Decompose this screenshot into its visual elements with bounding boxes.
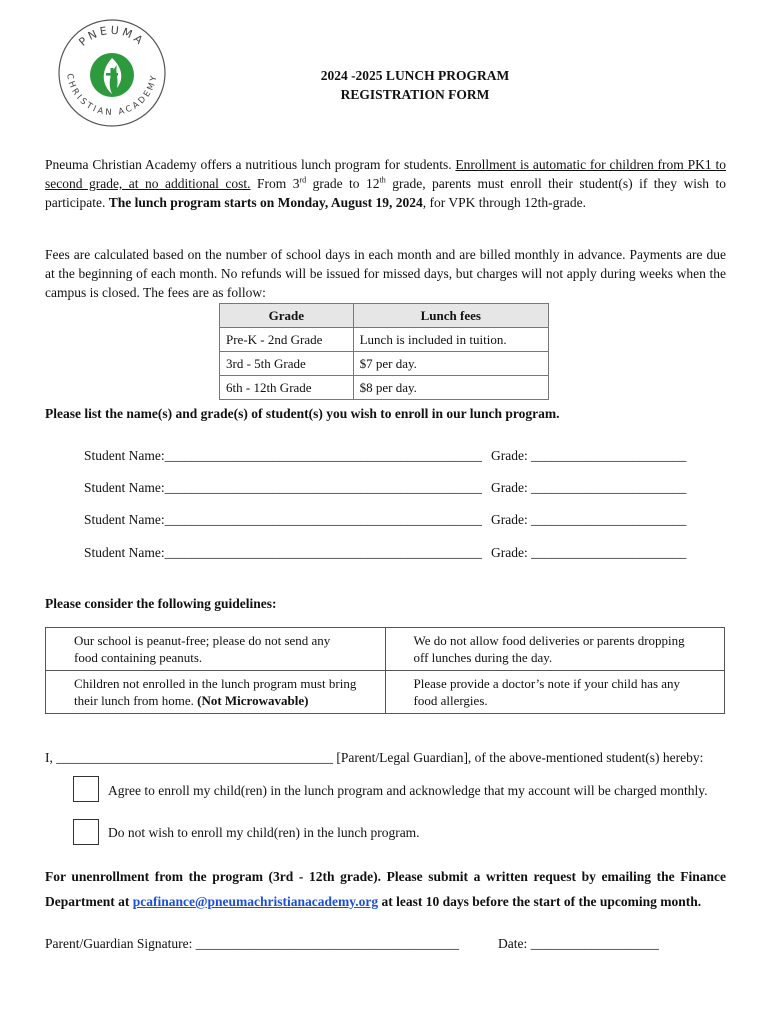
guidelines-table [45, 627, 725, 714]
intro-text: grade to 12 [306, 176, 380, 191]
student-name-field[interactable]: Student Name:_______________________________________________ [84, 512, 482, 527]
form-title [250, 66, 580, 104]
superscript: rd [299, 175, 307, 185]
grade-field[interactable]: Grade: _______________________ [491, 480, 687, 495]
intro-text: , for VPK through 12th-grade. [422, 195, 586, 210]
finance-email-link[interactable]: pcafinance@pneumachristianacademy.org [132, 894, 379, 909]
unenroll-text: Department at [45, 894, 133, 909]
table-cell: Pre-K - 2nd Grade [220, 328, 354, 352]
grade-field[interactable]: Grade: _______________________ [491, 448, 687, 463]
form-title-line2: REGISTRATION FORM [340, 87, 490, 102]
intro-text: From 3 [250, 176, 300, 191]
enroll-prompt: Please list the name(s) and grade(s) of student(s) you wish to enroll in our lunch program. [45, 406, 560, 421]
guidelines-heading: Please consider the following guidelines: [45, 596, 277, 611]
superscript: th [379, 175, 386, 185]
guideline-cell: Our school is peanut-free; please do not send any food containing peanuts. [46, 628, 386, 671]
guideline-bold-text: (Not Microwavable) [197, 693, 309, 708]
guideline-cell [46, 671, 386, 714]
table-cell: $8 per day. [353, 376, 548, 400]
guideline-cell: Please provide a doctor’s note if your child has any food allergies. [385, 671, 725, 714]
agree-checkbox[interactable] [73, 776, 99, 802]
table-row [46, 671, 725, 714]
student-row [84, 448, 694, 464]
fees-paragraph: Fees are calculated based on the number of school days in each month and are billed monthly in advance. Payments are due at the beginning of each month. No refunds will be issued for missed days, but charges will not apply during weeks when the campus is closed. The fees are as follow: [45, 247, 726, 300]
intro-underlined-text: Enrollment is automatic for children from PK1 to second grade, at no additional cost. [45, 157, 726, 191]
grade-field[interactable]: Grade: _______________________ [491, 545, 687, 560]
logo-bottom-text: CHRISTIAN ACADEMY [64, 72, 160, 119]
intro-text: grade, parents must enroll their student(s) if they wish to participate. [45, 176, 726, 210]
unenroll-line1: For unenrollment from the program (3rd - 12th grade). Please submit a written request by emailing the Finance [45, 869, 726, 884]
table-cell: 6th - 12th Grade [220, 376, 354, 400]
guideline-cell: We do not allow food deliveries or parents dropping off lunches during the day. [385, 628, 725, 671]
signature-field[interactable]: Parent/Guardian Signature: _______________________________________ [45, 936, 459, 951]
table-header: Lunch fees [353, 304, 548, 328]
table-header: Grade [220, 304, 354, 328]
intro-text: Pneuma Christian Academy offers a nutritious lunch program for students. [45, 157, 456, 172]
date-field[interactable]: Date: ___________________ [498, 936, 659, 951]
table-row [46, 628, 725, 671]
table-row [220, 328, 549, 352]
student-name-field[interactable]: Student Name:_______________________________________________ [84, 545, 482, 560]
form-title-line1: 2024 -2025 LUNCH PROGRAM [320, 68, 510, 83]
decline-option-label: Do not wish to enroll my child(ren) in the lunch program. [108, 825, 420, 840]
guideline-text: Children not enrolled in the lunch program must bring their lunch from home. [74, 676, 357, 708]
student-row [84, 512, 694, 528]
school-logo [57, 18, 167, 128]
table-row [220, 352, 549, 376]
grade-field[interactable]: Grade: _______________________ [491, 512, 687, 527]
table-cell: $7 per day. [353, 352, 548, 376]
student-row [84, 480, 694, 496]
student-name-field[interactable]: Student Name:_______________________________________________ [84, 480, 482, 495]
student-row [84, 545, 694, 561]
table-cell: 3rd - 5th Grade [220, 352, 354, 376]
unenroll-text: at least 10 days before the start of the upcoming month. [378, 894, 702, 909]
unenroll-line2 [45, 894, 701, 910]
fees-table [219, 303, 549, 400]
guardian-line[interactable]: I, _________________________________________ [Parent/Legal Guardian], of the above-mentioned student(s) hereby: [45, 750, 704, 765]
table-row [220, 376, 549, 400]
agree-option-label: Agree to enroll my child(ren) in the lunch program and acknowledge that my account will be charged monthly. [108, 783, 708, 798]
table-header-row [220, 304, 549, 328]
logo-top-text: PNEUMA [76, 23, 148, 49]
student-name-field[interactable]: Student Name:_______________________________________________ [84, 448, 482, 463]
decline-checkbox[interactable] [73, 819, 99, 845]
intro-paragraph [45, 155, 726, 212]
start-date-text: The lunch program starts on Monday, August 19, 2024 [108, 195, 423, 210]
table-cell: Lunch is included in tuition. [353, 328, 548, 352]
